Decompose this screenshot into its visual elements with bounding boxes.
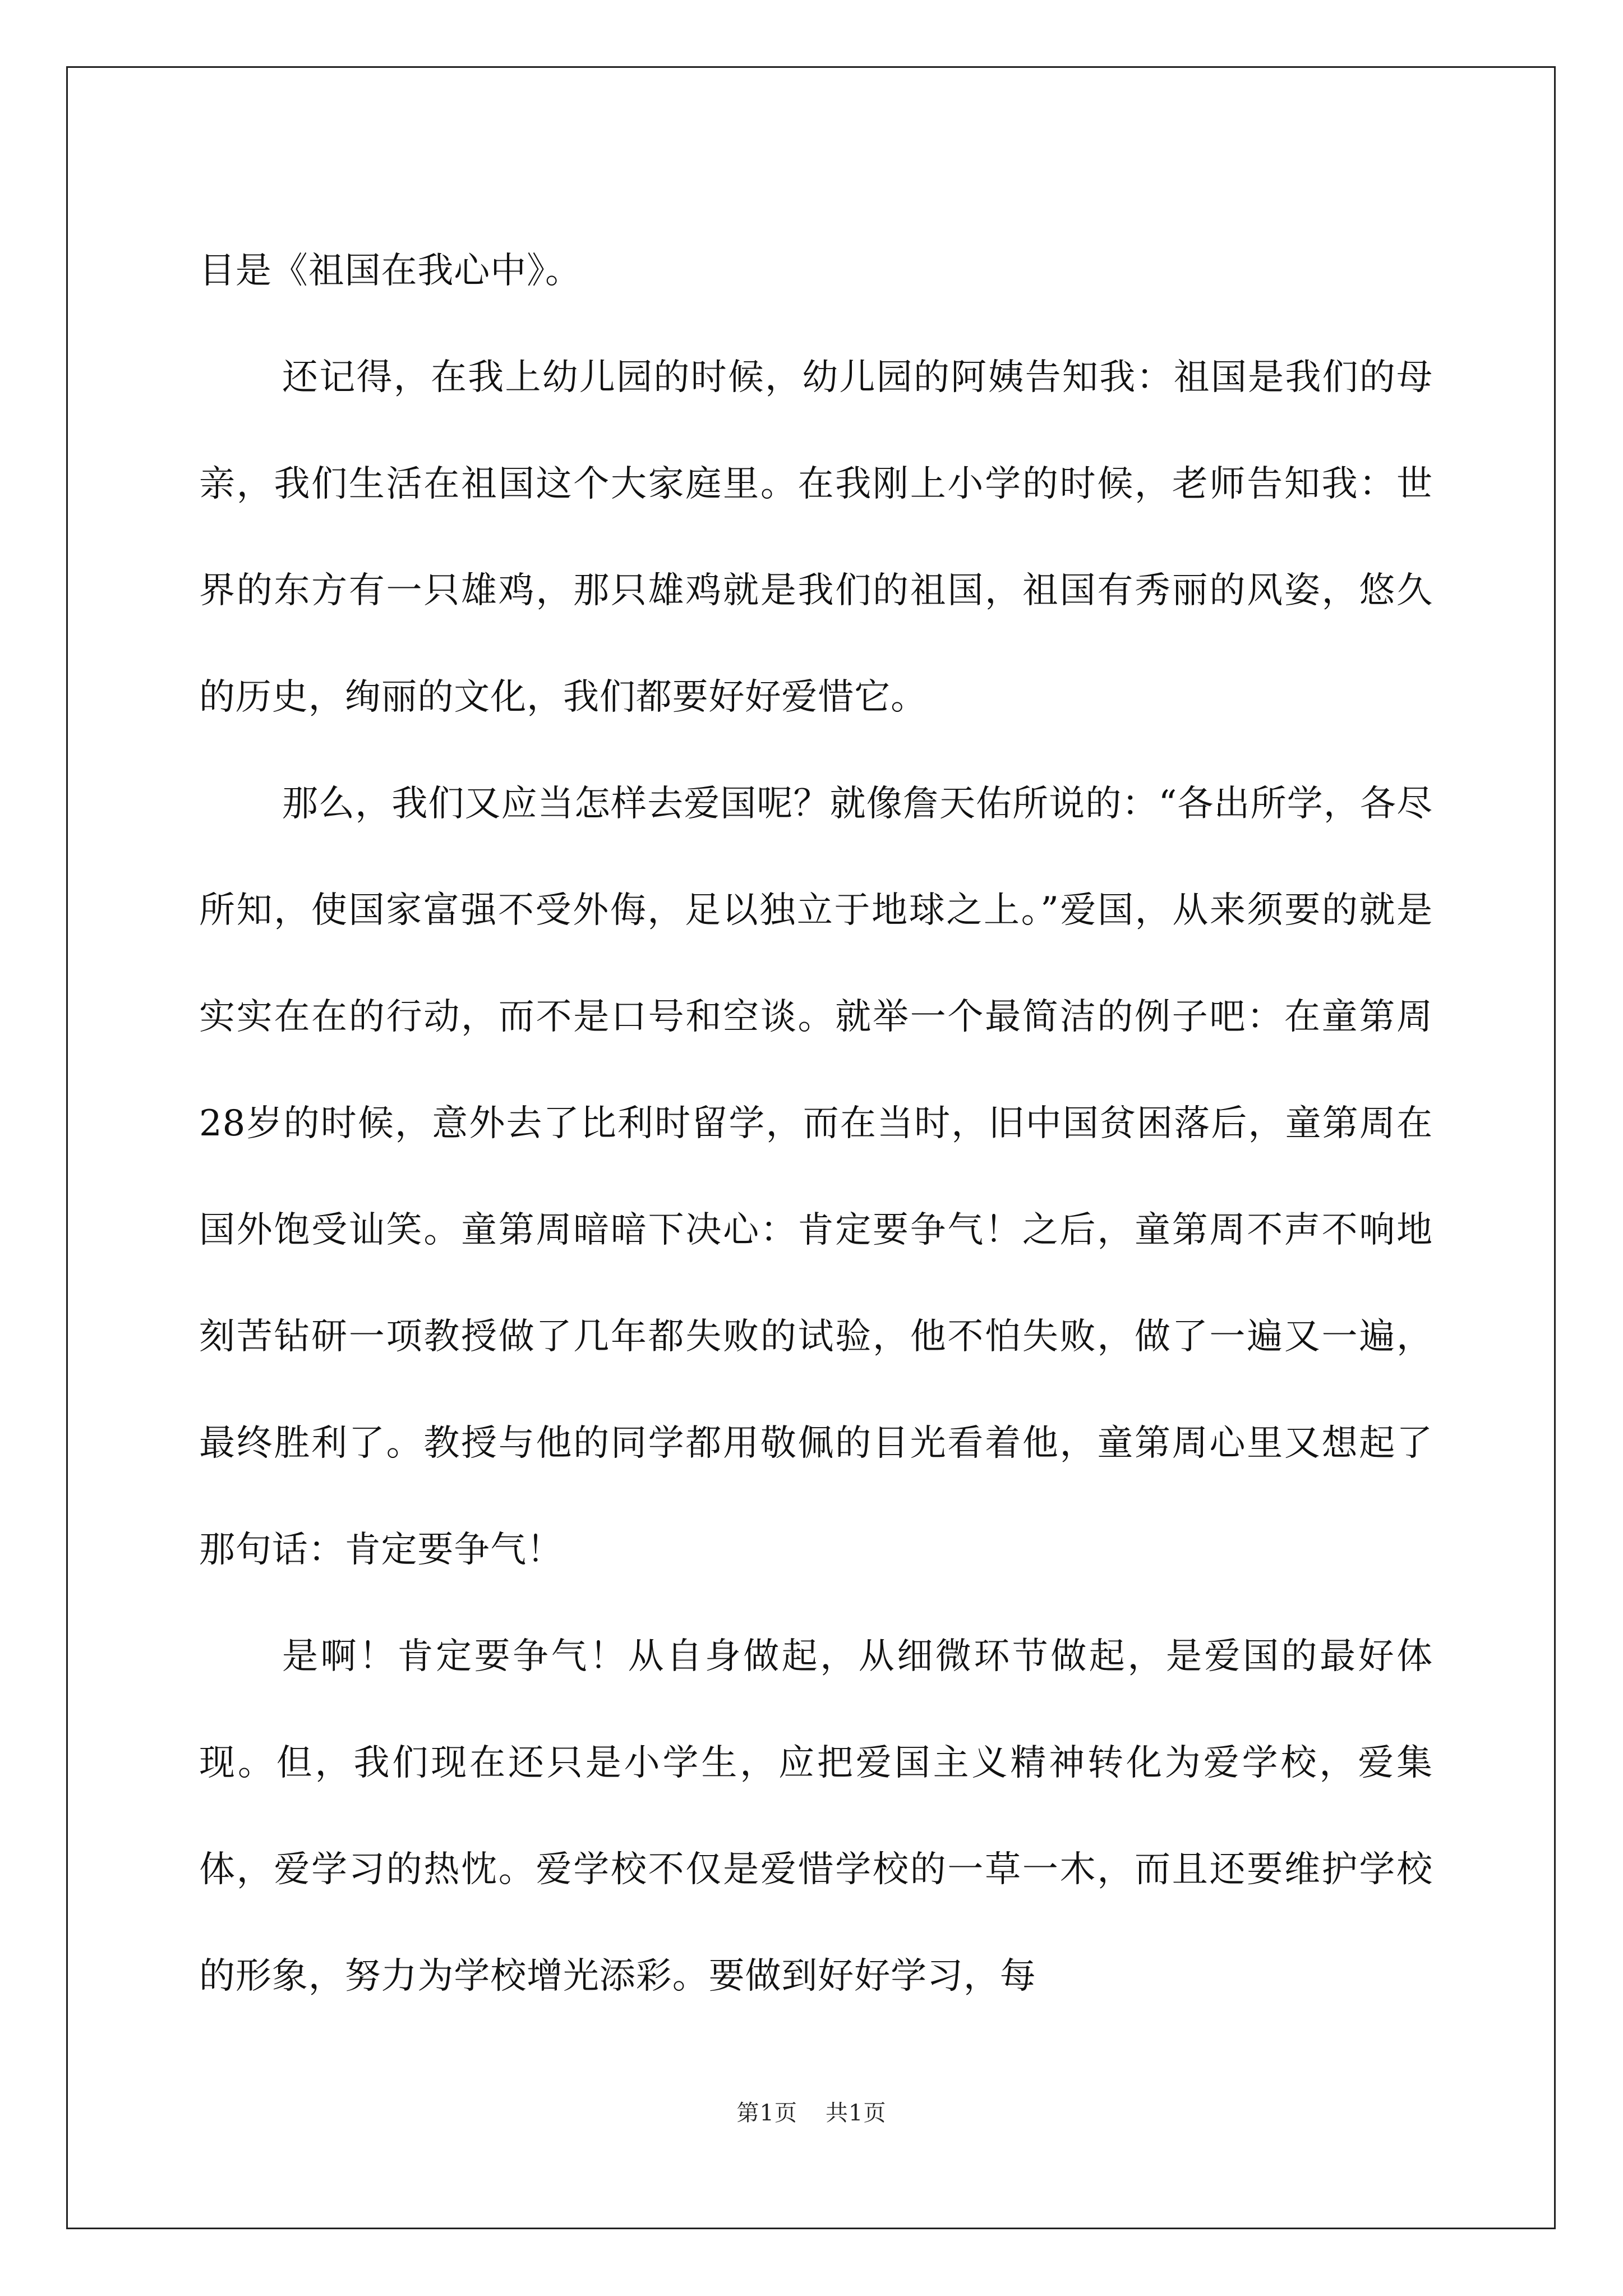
paragraph-2: 还记得，在我上幼儿园的时候，幼儿园的阿姨告知我：祖国是我们的母亲，我们生活在祖国这个大家庭里。在我刚上小学的时候，老师告知我：世界的东方有一只雄鸡，那只雄鸡就是我们的祖国，祖国有秀丽的风姿，悠久的历史，绚丽的文化，我们都要好好爱惜它。 — [199, 357, 1433, 718]
document-body — [199, 218, 1433, 2030]
page-number-total: 共1页 — [826, 2100, 887, 2126]
page-number-current: 第1页 — [736, 2100, 797, 2126]
page-footer — [0, 2095, 1623, 2127]
paragraph-3: 那么，我们又应当怎样去爱国呢？就像詹天佑所说的：“各出所学，各尽所知，使国家富强不受外侮，足以独立于地球之上。”爱国，从来须要的就是实实在在的行动，而不是口号和空谈。就举一个最简洁的例子吧：在童第周28岁的时候，意外去了比利时留学，而在当时，旧中国贫困落后，童第周在国外饱受讪笑。童第周暗暗下决心：肯定要争气！之后，童第周不声不响地刻苦钻研一项教授做了几年都失败的试验，他不怕失败，做了一遍又一遍，最终胜利了。教授与他的同学都用敬佩的目光看着他，童第周心里又想起了那句话：肯定要争气！ — [199, 783, 1433, 1571]
paragraph-1: 目是《祖国在我心中》。 — [199, 250, 582, 292]
paragraph-4: 是啊！肯定要争气！从自身做起，从细微环节做起，是爱国的最好体现。但，我们现在还只是小学生，应把爱国主义精神转化为爱学校，爱集体，爱学习的热忱。爱学校不仅是爱惜学校的一草一木，而且还要维护学校的形象，努力为学校增光添彩。要做到好好学习，每 — [199, 1636, 1433, 1997]
